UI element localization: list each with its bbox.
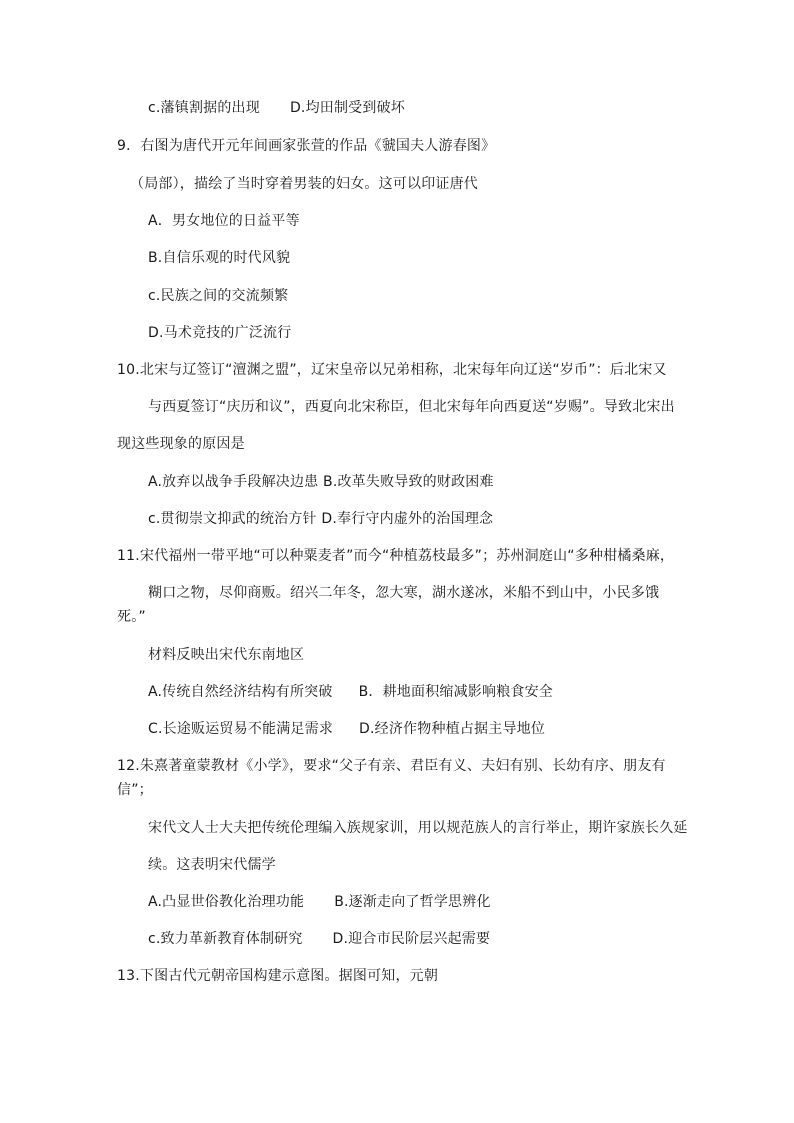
q10-options-cd: c.贯彻崇文抑武的统治方针 D.奉行守内虚外的治国理念 — [148, 511, 494, 527]
q11-option-c: C.长途贩运贸易不能满足需求 — [148, 721, 334, 737]
q11-options-ab — [148, 682, 553, 702]
q12-options-ab — [148, 892, 491, 912]
q9-option-c: c.民族之间的交流频繁 — [148, 288, 289, 304]
q9-stem-line-1: 9．右图为唐代开元年间画家张萱的作品《虢国夫人游春图》 — [117, 138, 496, 154]
q10-stem-line-2: 与西夏签订“庆历和议”，西夏向北宋称臣，但北宋每年向西夏送“岁赐”。导致北宋出 — [148, 399, 675, 415]
q12-option-d: D.迎合市民阶层兴起需要 — [332, 931, 491, 947]
q11-stem-line-2: 糊口之物，尽仰商贩。绍兴二年冬，忽大寒，湖水遂冰，米船不到山中，小民多饿 — [148, 585, 660, 601]
q10-options-ab: A.放弃以战争手段解决边患 B.改革失败导致的财政困难 — [148, 474, 494, 490]
q12-options-cd — [148, 929, 490, 949]
q9-option-a: A．男女地位的日益平等 — [148, 213, 300, 229]
q12-stem-line-4: 续。这表明宋代儒学 — [148, 857, 276, 873]
q11-stem-line-1: 11.宋代福州一带平地“可以种粟麦者”而今“种植荔枝最多”；苏州洞庭山“多种柑橘桑麻， — [117, 548, 675, 564]
q11-option-d: D.经济作物种植占据主导地位 — [359, 721, 546, 737]
q11-stem-line-4: 材料反映出宋代东南地区 — [148, 647, 305, 663]
q12-stem-line-1: 12.朱熹著童蒙教材《小学》，要求“父子有亲、君臣有义、夫妇有别、长幼有序、朋友有 — [117, 758, 666, 774]
q10-stem-line-1: 10.北宋与辽签订“澶渊之盟”，辽宋皇帝以兄弟相称，北宋每年向辽送“岁币”：后北宋又 — [117, 362, 667, 378]
q10-stem-line-3: 现这些现象的原因是 — [117, 436, 245, 452]
q12-option-c: c.致力革新教育体制研究 — [148, 931, 303, 947]
q8-options-cd — [148, 98, 405, 118]
q13-stem-line-1: 13.下图古代元朝帝国构建示意图。据图可知，元朝 — [117, 968, 439, 984]
q11-option-b: B．耕地面积缩减影响粮食安全 — [358, 684, 553, 700]
q11-stem-line-3: 死。” — [117, 609, 146, 625]
q12-option-b: B.逐渐走向了哲学思辨化 — [334, 894, 491, 910]
q11-option-a: A.传统自然经济结构有所突破 — [148, 684, 333, 700]
q8-option-d: D.均田制受到破坏 — [289, 100, 405, 116]
q12-stem-line-3: 宋代文人士大夫把传统伦理编入族规家训，用以规范族人的言行举止，期许家族长久延 — [148, 820, 688, 836]
q9-option-d: D.马术竞技的广泛流行 — [148, 325, 292, 341]
q9-stem-line-2: （局部），描绘了当时穿着男装的妇女。这可以印证唐代 — [130, 176, 478, 192]
q11-options-cd — [148, 719, 545, 739]
q12-stem-line-2: 信”； — [117, 782, 153, 798]
q12-option-a: A.凸显世俗教化治理功能 — [148, 894, 305, 910]
q8-option-c: c.藩镇割据的出现 — [148, 100, 260, 116]
q9-option-b: B.自信乐观的时代风貌 — [148, 250, 291, 266]
